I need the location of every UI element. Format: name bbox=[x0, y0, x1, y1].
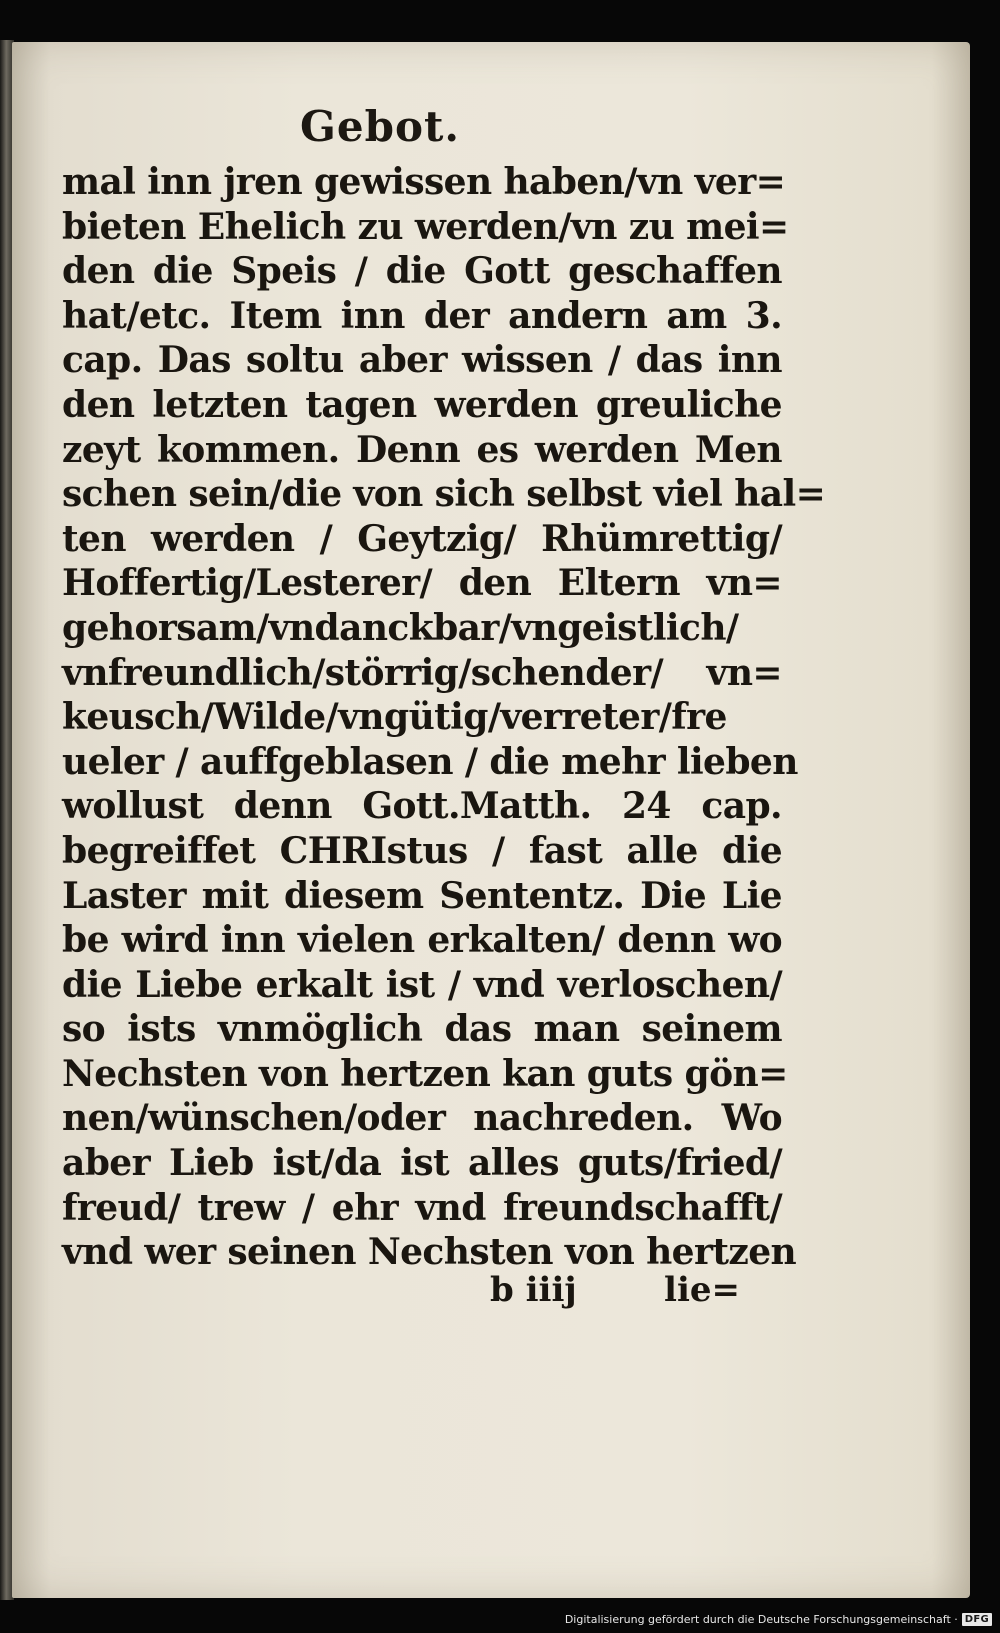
text-line: Laster mit diesem Sententz. Die Lie bbox=[62, 874, 782, 917]
text-line: den die Speis / die Gott geschaffen bbox=[62, 250, 782, 293]
text-line: die Liebe erkalt ist / vnd verloschen/ bbox=[62, 963, 782, 1006]
text-line: mal inn jren gewissen haben/vn ver= bbox=[62, 161, 786, 203]
signature-line bbox=[490, 1270, 740, 1316]
text-line: den letzten tagen werden greuliche bbox=[62, 383, 782, 426]
digitization-footer bbox=[565, 1609, 992, 1629]
text-line: wollust denn Gott.Matth. 24 cap. bbox=[62, 785, 782, 828]
text-block bbox=[62, 160, 826, 1275]
text-line: Nechsten von hertzen kan guts gön= bbox=[62, 1052, 788, 1095]
text-line: Hoffertig/Lesterer/ den Eltern vn= bbox=[62, 562, 782, 605]
signature-mark: b iiij bbox=[490, 1270, 577, 1310]
text-line: schen sein/die von sich selbst viel hal= bbox=[62, 473, 826, 516]
text-line: gehorsam/vndanckbar/vngeistlich/ bbox=[62, 606, 739, 649]
text-line: begreiffet CHRIstus / fast alle die bbox=[62, 829, 782, 872]
text-line: keusch/Wilde/vngütig/verreter/fre bbox=[62, 696, 727, 739]
text-line: bieten Ehelich zu werden/vn zu mei= bbox=[62, 205, 789, 248]
text-line: vnd wer seinen Nechsten von hertzen bbox=[62, 1231, 797, 1274]
text-line: nen/wünschen/oder nachreden. Wo bbox=[62, 1097, 782, 1140]
running-head: Gebot. bbox=[300, 102, 460, 151]
text-line: zeyt kommen. Denn es werden Men bbox=[62, 428, 782, 471]
text-line: cap. Das soltu aber wissen / das inn bbox=[62, 339, 782, 382]
text-line: ueler / auffgeblasen / die mehr lieben bbox=[62, 740, 798, 783]
text-line: hat/etc. Item inn der andern am 3. bbox=[62, 294, 782, 337]
dfg-logo-icon: DFG bbox=[962, 1613, 992, 1626]
text-line: ten werden / Geytzig/ Rhümrettig/ bbox=[62, 517, 782, 560]
text-line: so ists vnmöglich das man seinem bbox=[62, 1008, 782, 1051]
text-line: be wird inn vielen erkalten/ denn wo bbox=[62, 919, 782, 962]
footer-credit: Digitalisierung gefördert durch die Deutsche Forschungsgemeinschaft · bbox=[564, 1612, 958, 1626]
text-line: vnfreundlich/störrig/schender/ vn= bbox=[62, 651, 782, 694]
text-line: freud/ trew / ehr vnd freundschafft/ bbox=[62, 1186, 782, 1229]
text-line: aber Lieb ist/da ist alles guts/fried/ bbox=[62, 1142, 782, 1185]
catchword: lie= bbox=[664, 1270, 740, 1310]
